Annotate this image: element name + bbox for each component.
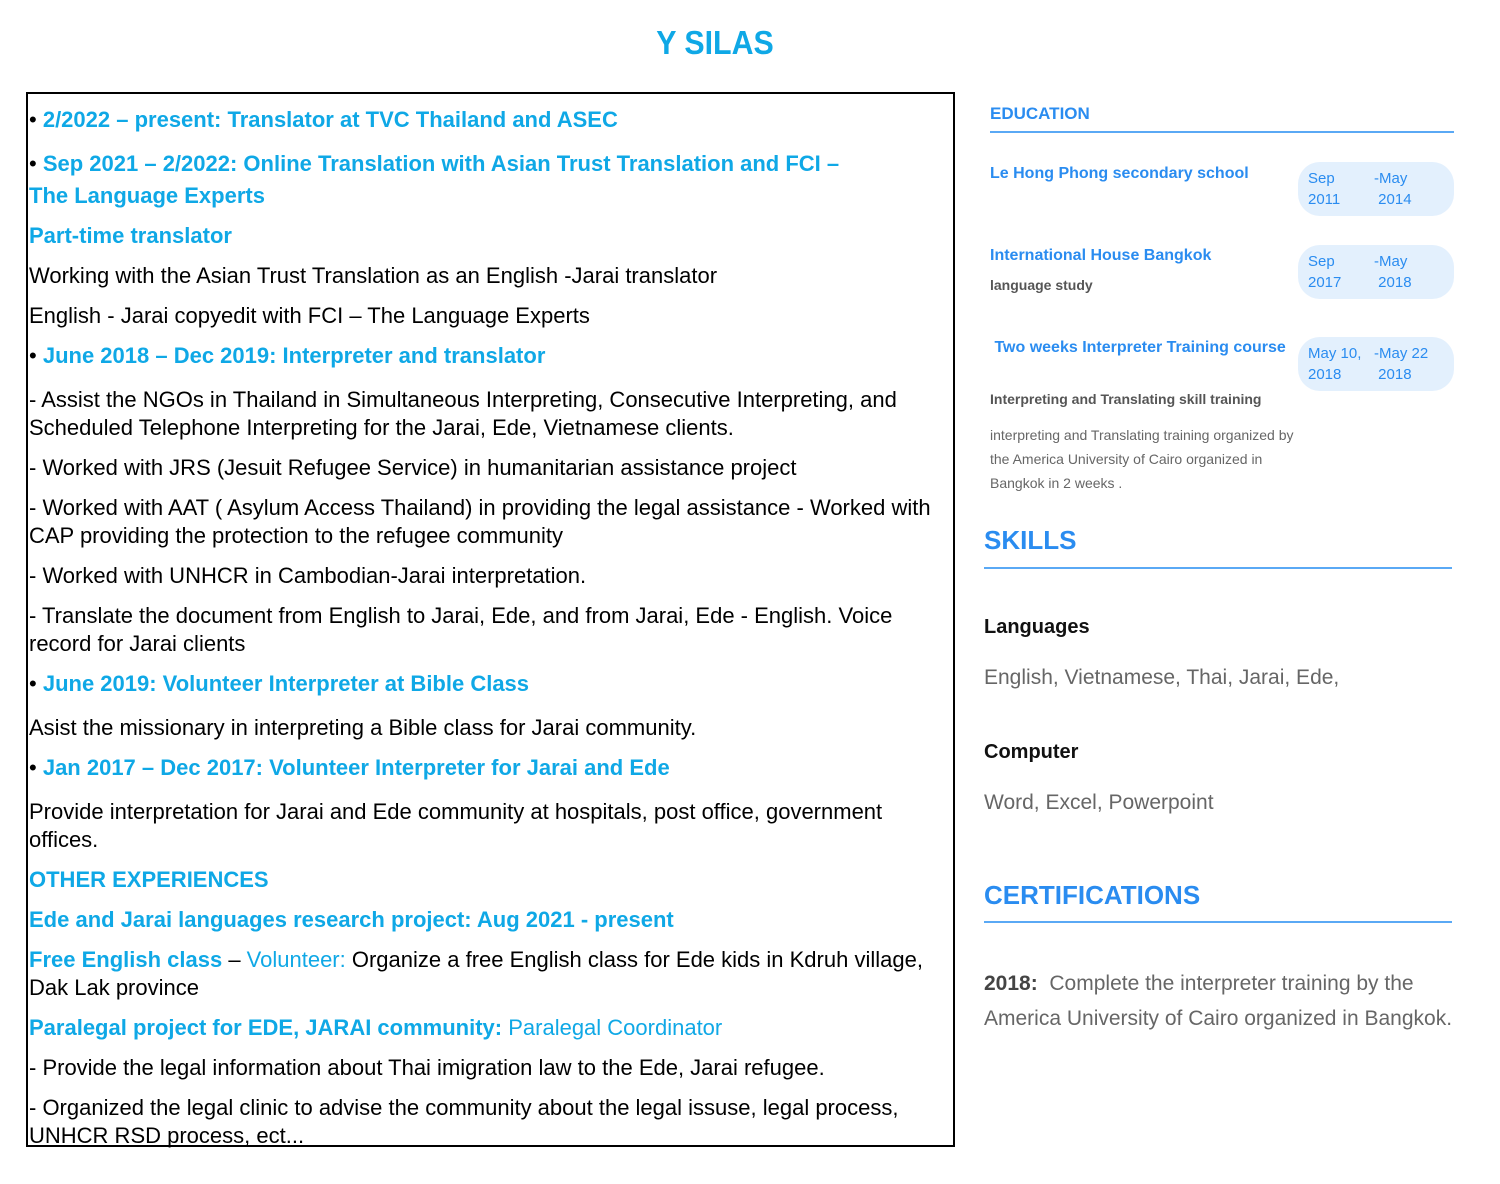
job-5-title [29, 754, 953, 782]
job-4-title [29, 670, 953, 698]
bullet: • [29, 151, 37, 176]
english-class-title: Free English class [29, 947, 223, 972]
job-2-role: Part-time translator [29, 223, 232, 248]
start-year: 2018 [1308, 366, 1342, 383]
job-2-heading-line1: Sep 2021 – 2/2022: Online Translation with Asian Trust Translation and FCI – [42, 151, 840, 176]
start-month: Sep [1308, 170, 1335, 187]
computer-value: Word, Excel, Powerpoint [984, 791, 1214, 814]
resume-name: Y SILAS [656, 24, 774, 61]
education-date-badge [1298, 337, 1454, 391]
job-3-item: - Worked with AAT ( Asylum Access Thailand) in providing the legal assistance - Worked with CAP providing the protection to the refugee community [29, 495, 931, 548]
certification-item [984, 966, 1454, 1036]
paralegal-item: - Provide the legal information about Thai imigration law to the Ede, Jarai refugee. [29, 1055, 825, 1080]
languages-value: English, Vietnamese, Thai, Jarai, Ede, [984, 666, 1340, 689]
languages-label: Languages [984, 616, 1090, 638]
job-3-item: - Translate the document from English to Jarai, Ede, and from Jarai, Ede - English. Voice record for Jarai clients [29, 603, 893, 656]
education-date-badge [1298, 245, 1454, 299]
paralegal-title: Paralegal project for EDE, JARAI community: [29, 1015, 503, 1040]
end-month: -May [1374, 170, 1408, 187]
start-year: 2017 [1308, 274, 1342, 291]
job-3-title [29, 342, 953, 370]
job-4-heading: June 2019: Volunteer Interpreter at Bible Class [42, 671, 530, 696]
start-month: May 10, [1308, 345, 1362, 362]
english-class-role: Volunteer: [246, 947, 346, 972]
job-3-heading: June 2018 – Dec 2019: Interpreter and translator [42, 343, 546, 368]
bullet: • [29, 755, 37, 780]
bullet: • [29, 343, 37, 368]
end-year: 2018 [1378, 274, 1412, 291]
experience-box [26, 92, 955, 1147]
start-year: 2011 [1308, 191, 1341, 208]
education-item-name: Le Hong Phong secondary school [990, 165, 1249, 182]
job-5-heading: Jan 2017 – Dec 2017: Volunteer Interpreter for Jarai and Ede [42, 755, 670, 780]
bullet: • [29, 107, 37, 132]
skills-heading: SKILLS [984, 525, 1077, 555]
education-item-name: International House Bangkok [990, 247, 1212, 264]
end-month: -May 22 [1374, 345, 1429, 362]
job-4-desc: Asist the missionary in interpreting a Bible class for Jarai community. [29, 715, 697, 740]
other-experiences-heading: OTHER EXPERIENCES [29, 867, 269, 892]
job-2-desc-2: English - Jarai copyedit with FCI – The Language Experts [29, 303, 590, 328]
start-month: Sep [1308, 253, 1335, 270]
education-item-sub: language study [990, 277, 1093, 293]
job-3-item: - Worked with UNHCR in Cambodian-Jarai interpretation. [29, 563, 587, 588]
education-divider [990, 131, 1454, 133]
job-2-title [29, 150, 953, 178]
english-class-sep: – [222, 947, 247, 972]
certification-text: Complete the interpreter training by the America University of Cairo organized in Bangkok. [984, 972, 1453, 1030]
education-date-badge [1298, 162, 1454, 216]
computer-label: Computer [984, 741, 1079, 763]
job-1-heading: 2/2022 – present: Translator at TVC Thailand and ASEC [42, 107, 618, 132]
education-item-desc: interpreting and Translating training organized by the America University of Cairo organized in Bangkok in 2 weeks . [990, 427, 1294, 491]
job-1-title [29, 106, 953, 134]
education-item-sub: Interpreting and Translating skill training [990, 391, 1262, 407]
certifications-heading: CERTIFICATIONS [984, 880, 1201, 910]
paralegal-project [29, 1014, 953, 1042]
paralegal-role: Paralegal Coordinator [502, 1015, 723, 1040]
english-class [29, 946, 953, 1002]
education-heading: EDUCATION [990, 104, 1090, 123]
certification-year: 2018: [984, 972, 1038, 995]
end-month: -May [1374, 253, 1408, 270]
end-year: 2018 [1378, 366, 1412, 383]
english-class-desc: Organize a free English class for Ede kids in Kdruh village, Dak Lak province [29, 947, 923, 1000]
skills-divider [984, 567, 1452, 569]
end-year: 2014 [1378, 191, 1412, 208]
bullet: • [29, 671, 37, 696]
job-3-item: - Assist the NGOs in Thailand in Simultaneous Interpreting, Consecutive Interpreting, and Scheduled Telephone Interpreting for the Jarai, Ede, Vietnamese clients. [29, 387, 897, 440]
job-2-desc-1: Working with the Asian Trust Translation as an English -Jarai translator [29, 263, 718, 288]
research-project: Ede and Jarai languages research project: Aug 2021 - present [29, 907, 674, 932]
job-2-heading-line2: The Language Experts [29, 183, 265, 208]
paralegal-item: - Organized the legal clinic to advise the community about the legal issuse, legal process, UNHCR RSD process, ect... [29, 1095, 899, 1148]
job-3-item: - Worked with JRS (Jesuit Refugee Service) in humanitarian assistance project [29, 455, 797, 480]
job-5-desc: Provide interpretation for Jarai and Ede community at hospitals, post office, government offices. [29, 799, 883, 852]
education-item-name: Two weeks Interpreter Training course [990, 339, 1286, 356]
certifications-divider [984, 921, 1452, 923]
